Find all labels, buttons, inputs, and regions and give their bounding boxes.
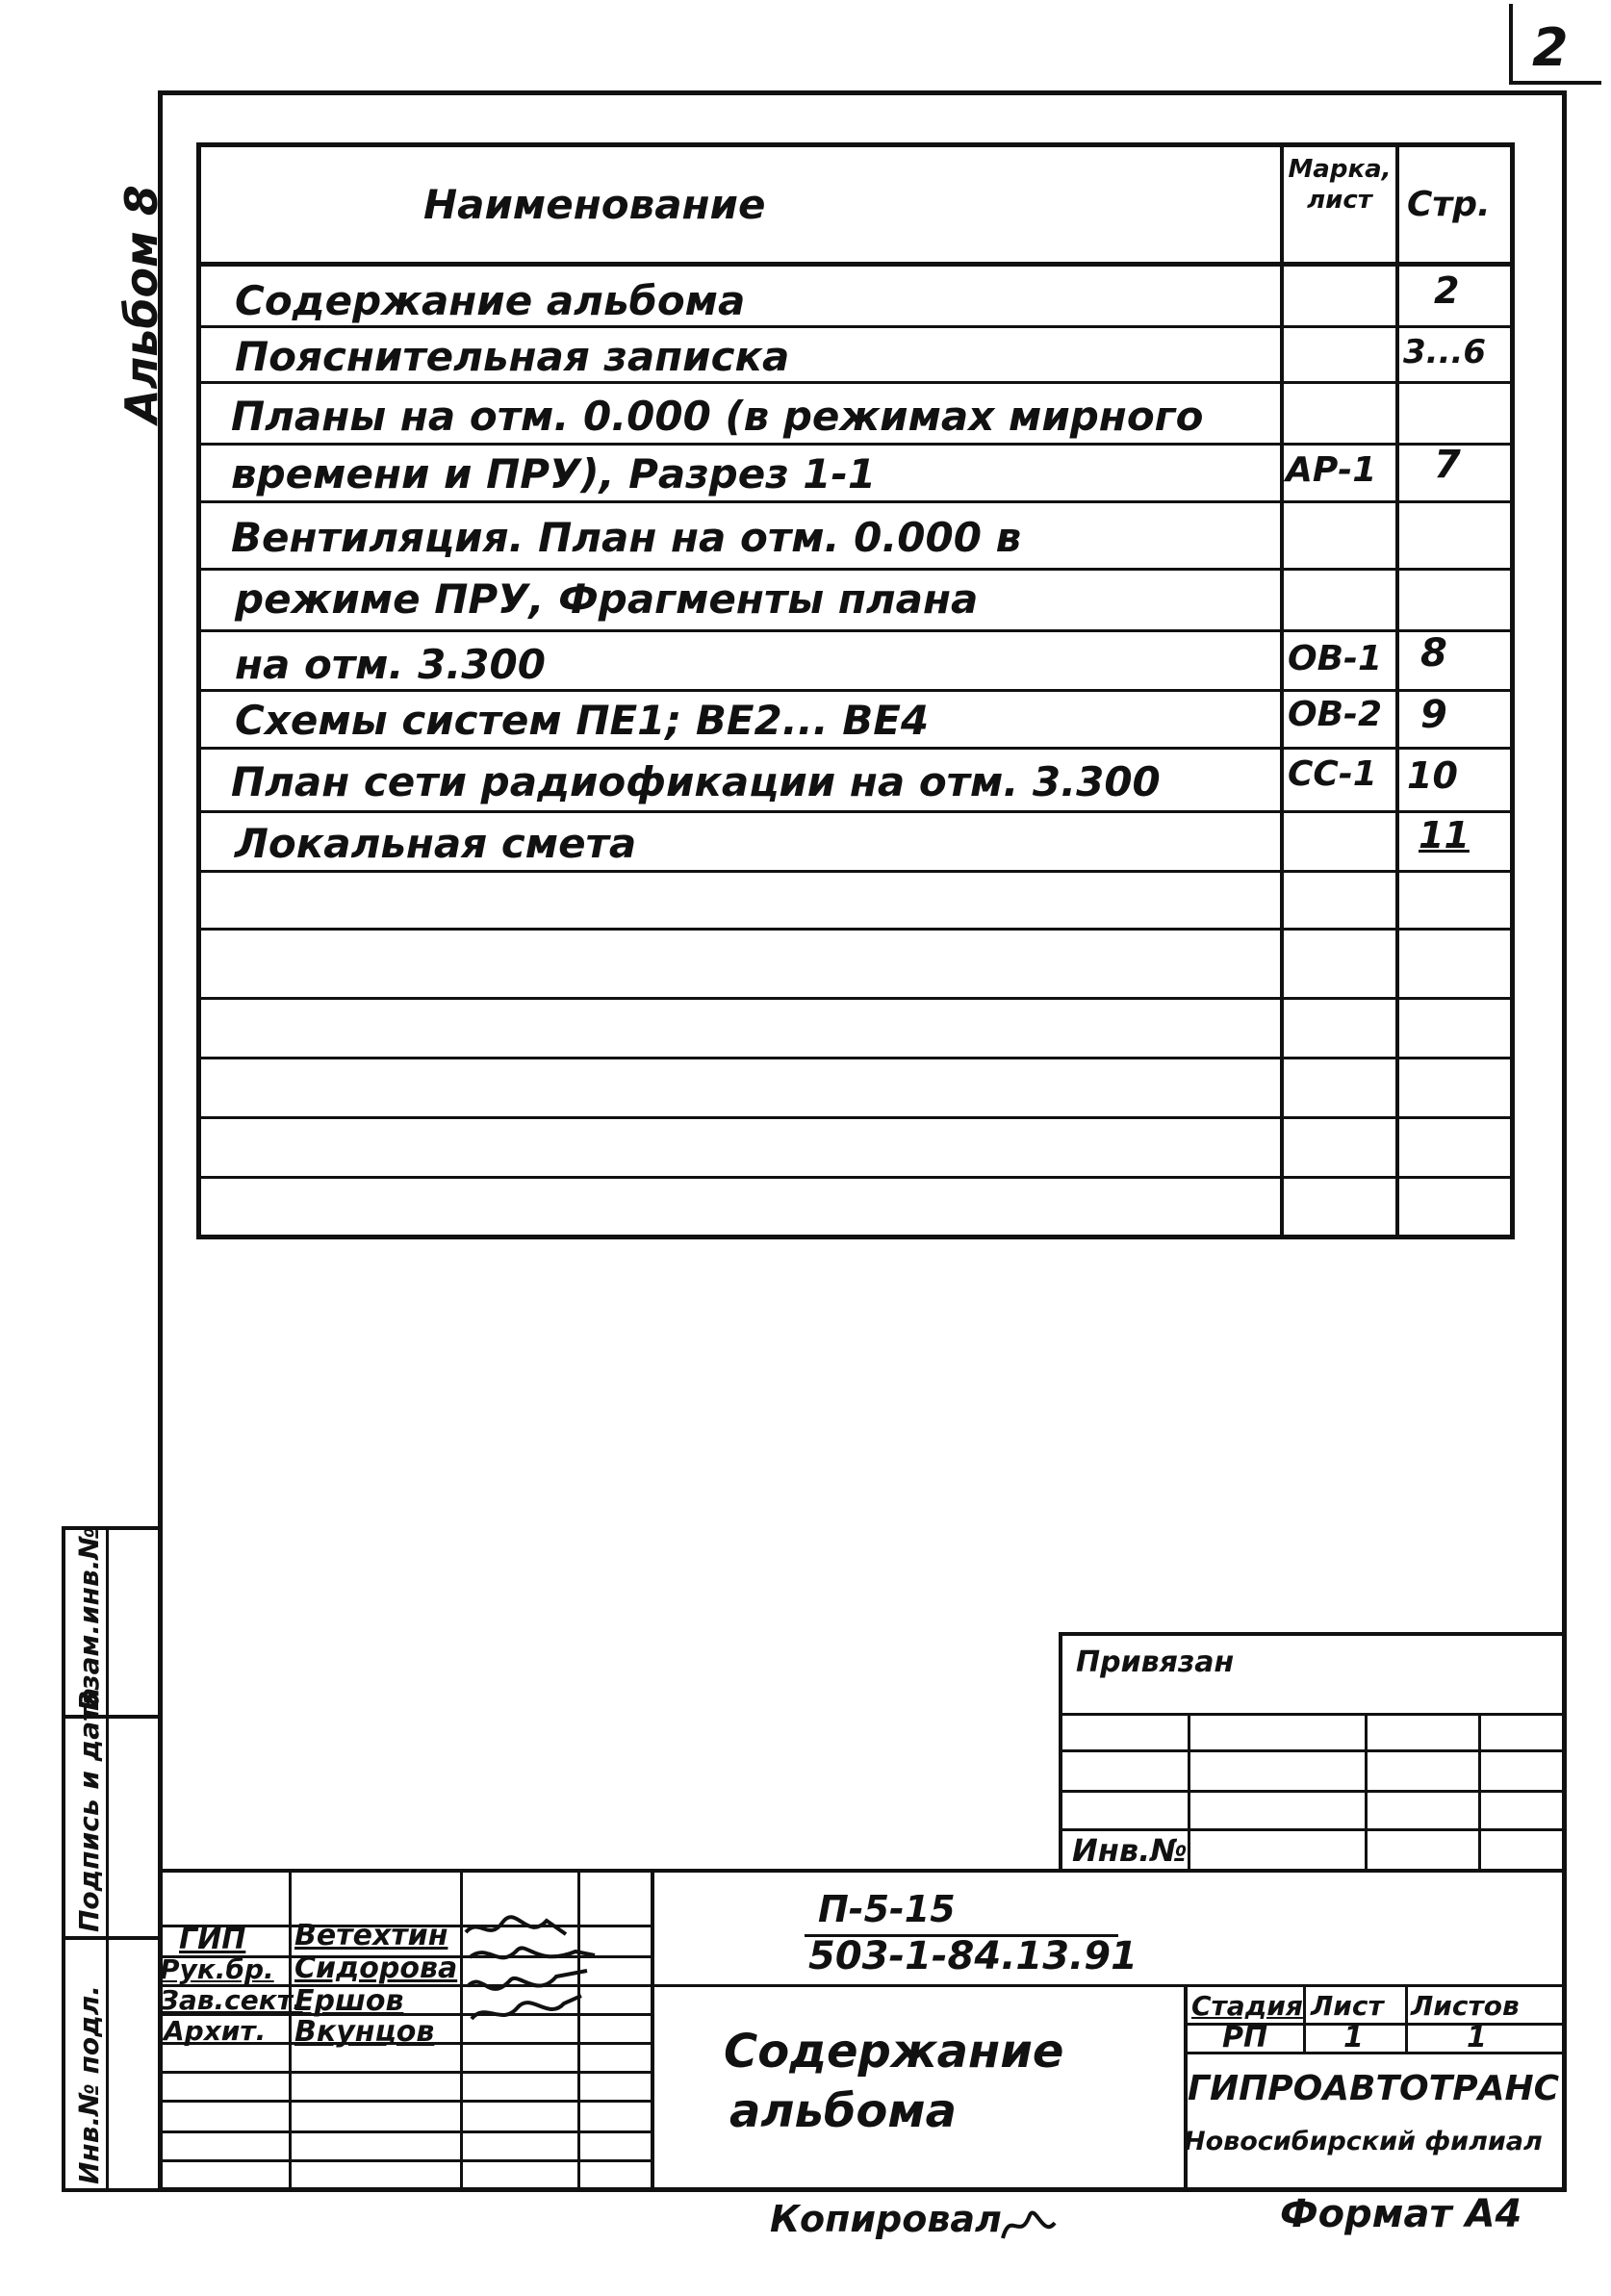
stage-value: РП [1222,2021,1268,2054]
binding-inv-label: Инв.№ [1072,1832,1188,1869]
role-label: Архит. [164,2015,267,2047]
row-name: режиме ПРУ, Фрагменты плана [235,575,979,623]
sheet-title-line2: альбома [729,2084,958,2138]
row-name: План сети радиофикации на отм. 3.300 [231,758,1161,805]
sheets-label: Листов [1411,1990,1520,2022]
row-name: Вентиляция. План на отм. 0.000 в [231,514,1022,561]
role-name: Ветехтин [294,1919,448,1952]
replacement-inv-label: Взам.инв.№ [73,1526,105,1711]
doc-code-bottom: 503-1-84.13.91 [808,1934,1138,1978]
row-page: 8 [1420,631,1447,676]
album-label: Альбом 8 [115,185,167,423]
row-page: 2 [1434,269,1460,312]
role-name: Вкунцов [294,2015,435,2049]
row-name: Схемы систем ПЕ1; ВЕ2... ВЕ4 [235,697,930,744]
header-mark: Марка, лист [1288,155,1392,215]
row-mark: ОВ-1 [1288,639,1383,678]
row-page: 11 [1419,814,1470,856]
row-page: 10 [1407,754,1458,797]
row-name: Планы на отм. 0.000 (в режимах мирного [231,393,1204,440]
sheet-label: Лист [1311,1990,1384,2022]
header-name: Наименование [423,181,766,228]
row-mark: СС-1 [1288,754,1377,794]
row-mark: АР-1 [1286,450,1377,490]
row-name: Содержание альбома [235,277,746,324]
role-label: Рук.бр. [160,1953,274,1985]
role-label: Зав.сект. [160,1984,303,2016]
stage-label: Стадия [1191,1990,1303,2022]
row-name: Локальная смета [235,820,637,867]
inv-original-label: Инв.№ подл. [73,1985,105,2184]
role-label: ГИП [179,1923,246,1956]
sheets-value: 1 [1467,2021,1487,2054]
sheet-number: 2 [1532,17,1569,78]
row-page: 3...6 [1403,333,1487,371]
header-page: Стр. [1407,185,1491,224]
sheet-value: 1 [1343,2021,1364,2054]
row-page: 7 [1434,443,1461,487]
role-name: Ершов [294,1984,404,2018]
row-name: времени и ПРУ), Разрез 1-1 [231,450,877,497]
row-mark: ОВ-2 [1288,695,1383,734]
signature-date-label: Подпись и дата [73,1687,105,1932]
row-page: 9 [1420,693,1447,737]
binding-label: Привязан [1076,1645,1235,1679]
copier-signature-image [997,2200,1064,2248]
row-name: Пояснительная записка [235,333,790,380]
org-name: ГИПРОАВТОТРАНС [1188,2069,1559,2108]
role-name: Сидорова [294,1952,458,1985]
sheet-title-line1: Содержание [724,2025,1064,2079]
format-label: Формат А4 [1280,2192,1522,2236]
doc-code-top: П-5-15 [818,1888,956,1930]
signatures-image [460,1913,604,2038]
copied-label: Копировал [770,2198,1002,2240]
org-branch: Новосибирский филиал [1184,2127,1543,2156]
row-name: на отм. 3.300 [235,641,546,688]
